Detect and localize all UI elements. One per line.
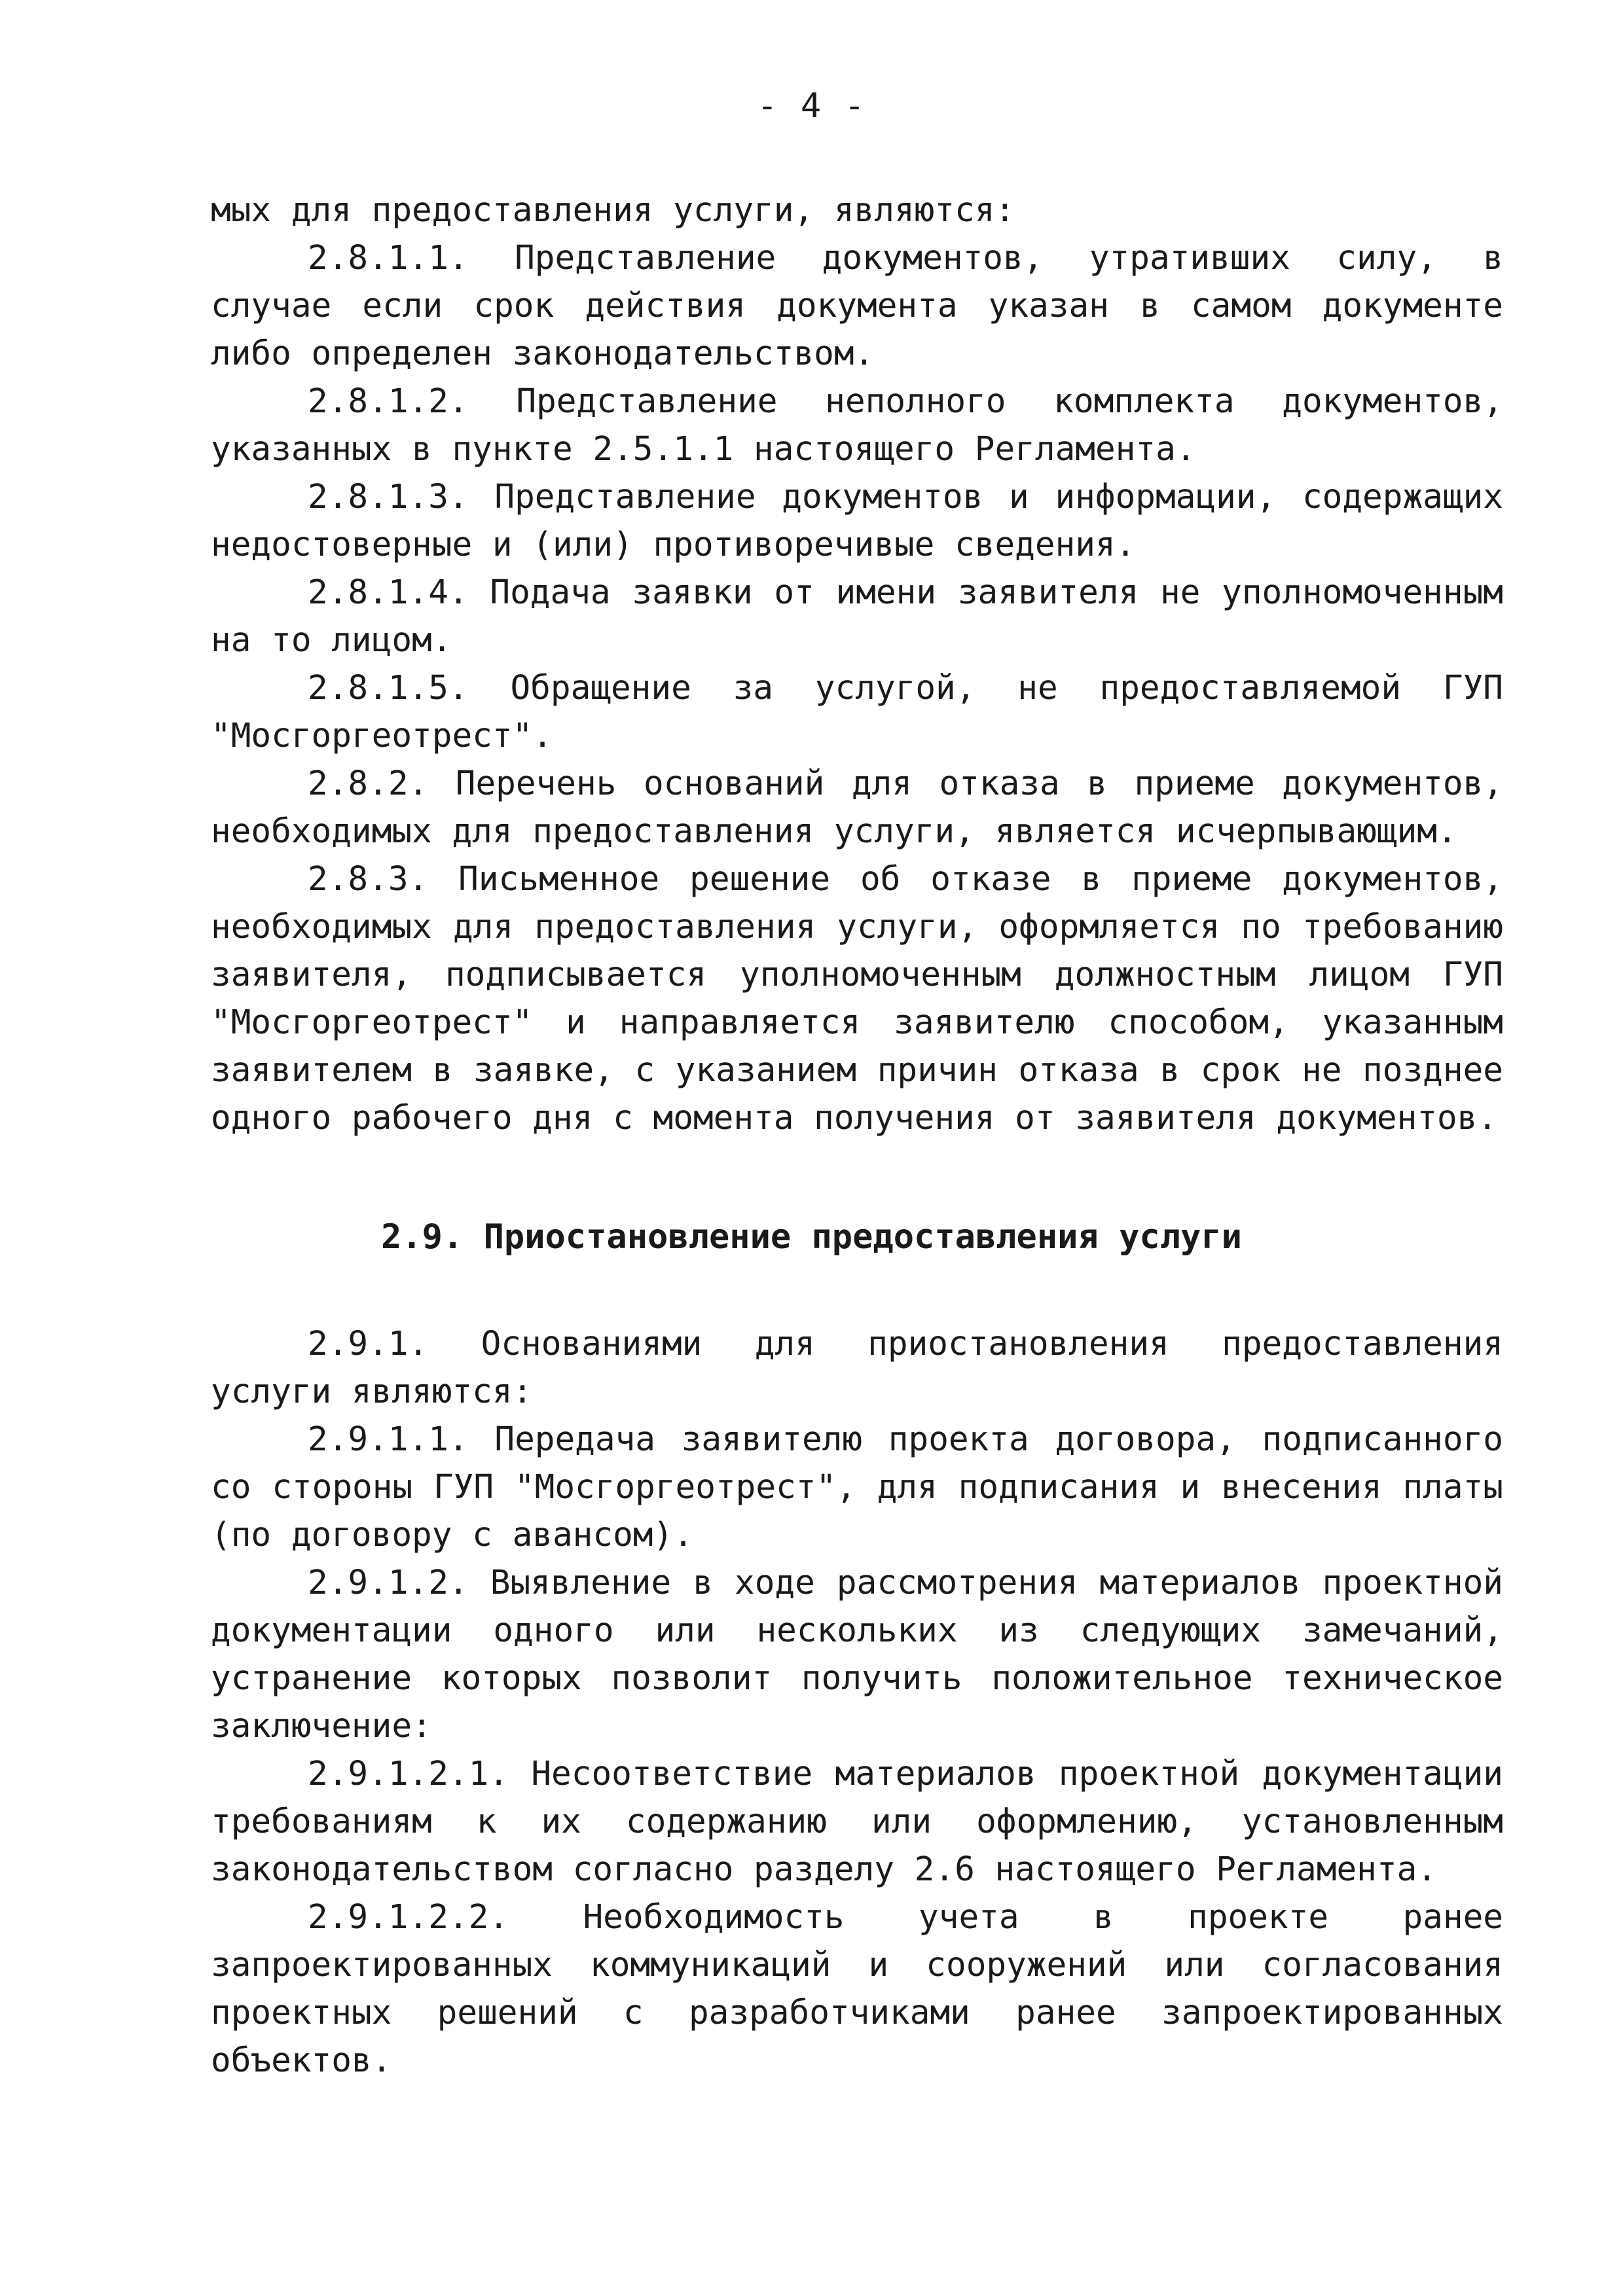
paragraph-2-9-1-1: 2.9.1.1. Передача заявителю проекта договора, подписанного со стороны ГУП "Мосгоргеотрест", для подписания и внесения платы (по договору с авансом). (211, 1420, 1503, 1554)
paragraph-2-8-1-1: 2.8.1.1. Представление документов, утративших силу, в случае если срок действия документа указан в самом документе либо определен законодательством. (211, 239, 1503, 373)
paragraph-2-8-2: 2.8.2. Перечень оснований для отказа в приеме документов, необходимых для предоставления услуги, является исчерпывающим. (211, 764, 1503, 851)
paragraph-2-9-1-2-2: 2.9.1.2.2. Необходимость учета в проекте ранее запроектированных коммуникаций и сооружений или согласования проектных решений с разработчиками ранее запроектированных объектов. (211, 1898, 1503, 2080)
paragraph-2-9-1-2: 2.9.1.2. Выявление в ходе рассмотрения материалов проектной документации одного или нескольких из следующих замечаний, устранение которых позволит получить положительное техническое заключение: (211, 1564, 1503, 1746)
paragraph-2-8-1-5: 2.8.1.5. Обращение за услугой, не предоставляемой ГУП "Мосгоргеотрест". (211, 669, 1503, 755)
paragraph-2-8-1-2: 2.8.1.2. Представление неполного комплекта документов, указанных в пункте 2.5.1.1 настоящего Регламента. (211, 382, 1503, 469)
paragraph-2-8-3: 2.8.3. Письменное решение об отказе в приеме документов, необходимых для предоставления услуги, оформляется по требованию заявителя, подписывается уполномоченным должностным лицом ГУП "Мосгоргеотрест" и направляется заявителю способом, указанным заявителем в заявке, с указанием причин отказа в срок не позднее одного рабочего дня с момента получения от заявителя документов. (211, 860, 1503, 1138)
section-2-8-continuation (211, 187, 1503, 1142)
section-2-9-body (211, 1320, 1503, 2085)
paragraph-2-8-1-4: 2.8.1.4. Подача заявки от имени заявителя не уполномоченным на то лицом. (211, 573, 1503, 660)
paragraph-continuation: мых для предоставления услуги, являются: (211, 191, 1015, 230)
paragraph-2-9-1-2-1: 2.9.1.2.1. Несоответствие материалов проектной документации требованиям к их содержанию или оформлению, установленным законодательством согласно разделу 2.6 настоящего Регламента. (211, 1755, 1503, 1889)
paragraph-2-9-1: 2.9.1. Основаниями для приостановления предоставления услуги являются: (211, 1325, 1503, 1411)
section-heading-2-9: 2.9. Приостановление предоставления услуги (381, 1217, 1242, 1257)
page-number: - 4 - (757, 86, 866, 126)
paragraph-2-8-1-3: 2.8.1.3. Представление документов и информации, содержащих недостоверные и (или) противоречивые сведения. (211, 478, 1503, 564)
